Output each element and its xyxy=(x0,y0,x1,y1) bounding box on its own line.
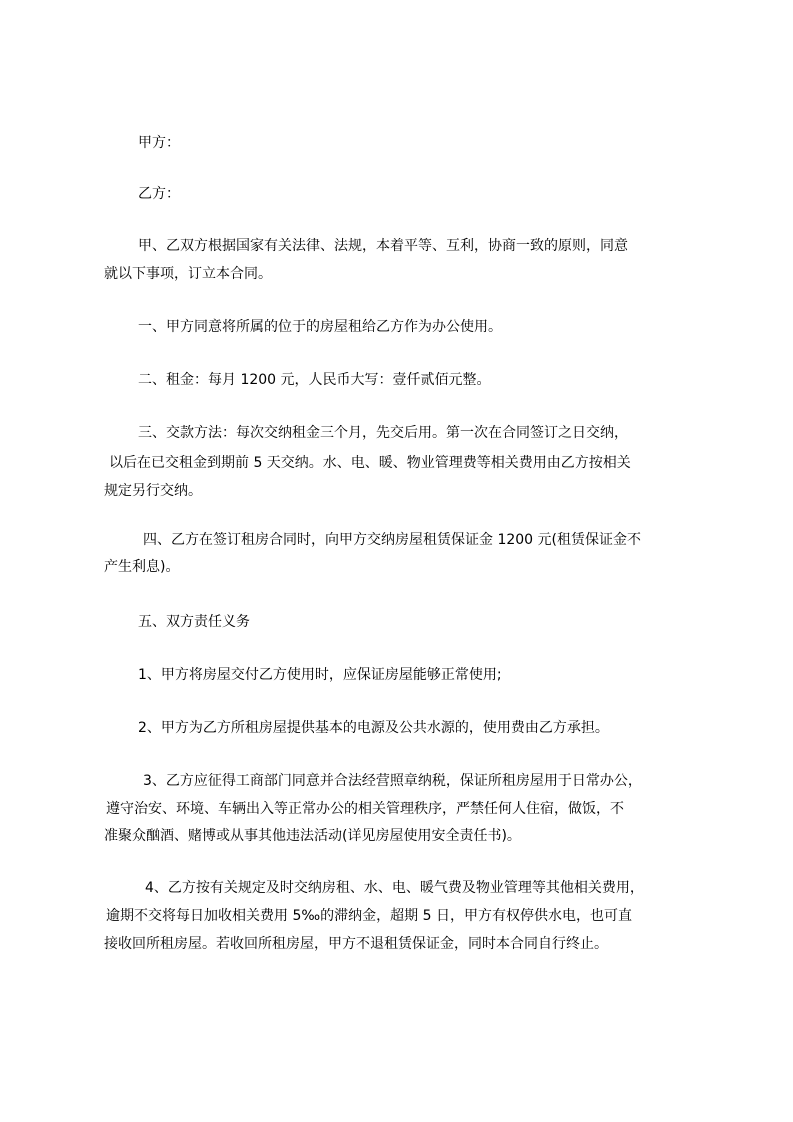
item-3-line: 遵守治安、环境、车辆出入等正常办公的相关管理秩序，严禁任何人住宿，做饭，不 xyxy=(106,801,624,817)
item-4-line: 逾期不交将每日加收相关费用 5‰的滞纳金，超期 5 日，甲方有权停供水电，也可直 xyxy=(106,908,632,924)
clause-3-line: 以后在已交租金到期前 5 天交纳。水、电、暖、物业管理费等相关费用由乙方按相关 xyxy=(109,455,631,471)
clause-3-line: 规定另行交纳。 xyxy=(104,483,202,499)
item-1: 1、甲方将房屋交付乙方使用时，应保证房屋能够正常使用; xyxy=(138,667,502,683)
clause-4-line: 产生利息)。 xyxy=(104,559,180,575)
party-b-label: 乙方： xyxy=(138,186,180,202)
clause-5-title: 五、双方责任义务 xyxy=(138,614,250,630)
item-3-line: 准聚众酗酒、赌博或从事其他违法活动(详见房屋使用安全责任书)。 xyxy=(104,828,521,844)
intro-line: 甲、乙双方根据国家有关法律、法规，本着平等、互利，协商一致的原则，同意 xyxy=(138,238,628,254)
clause-2: 二、租金：每月 1200 元，人民币大写：壹仟贰佰元整。 xyxy=(138,372,491,388)
item-4-line: 4、乙方按有关规定及时交纳房租、水、电、暖气费及物业管理等其他相关费用， xyxy=(145,880,644,896)
clause-3-line: 三、交款方法：每次交纳租金三个月，先交后用。第一次在合同签订之日交纳， xyxy=(138,425,628,441)
item-2: 2、甲方为乙方所租房屋提供基本的电源及公共水源的，使用费由乙方承担。 xyxy=(138,720,609,736)
intro-line: 就以下事项，订立本合同。 xyxy=(104,266,272,282)
clause-1: 一、甲方同意将所属的位于的房屋租给乙方作为办公使用。 xyxy=(138,319,502,335)
item-3-line: 3、乙方应征得工商部门同意并合法经营照章纳税，保证所租房屋用于日常办公， xyxy=(143,773,642,789)
clause-4-line: 四、乙方在签订租房合同时，向甲方交纳房屋租赁保证金 1200 元(租赁保证金不 xyxy=(143,532,641,548)
item-4-line: 接收回所租房屋。若收回所租房屋，甲方不退租赁保证金，同时本合同自行终止。 xyxy=(104,936,608,952)
party-a-label: 甲方： xyxy=(138,135,180,151)
